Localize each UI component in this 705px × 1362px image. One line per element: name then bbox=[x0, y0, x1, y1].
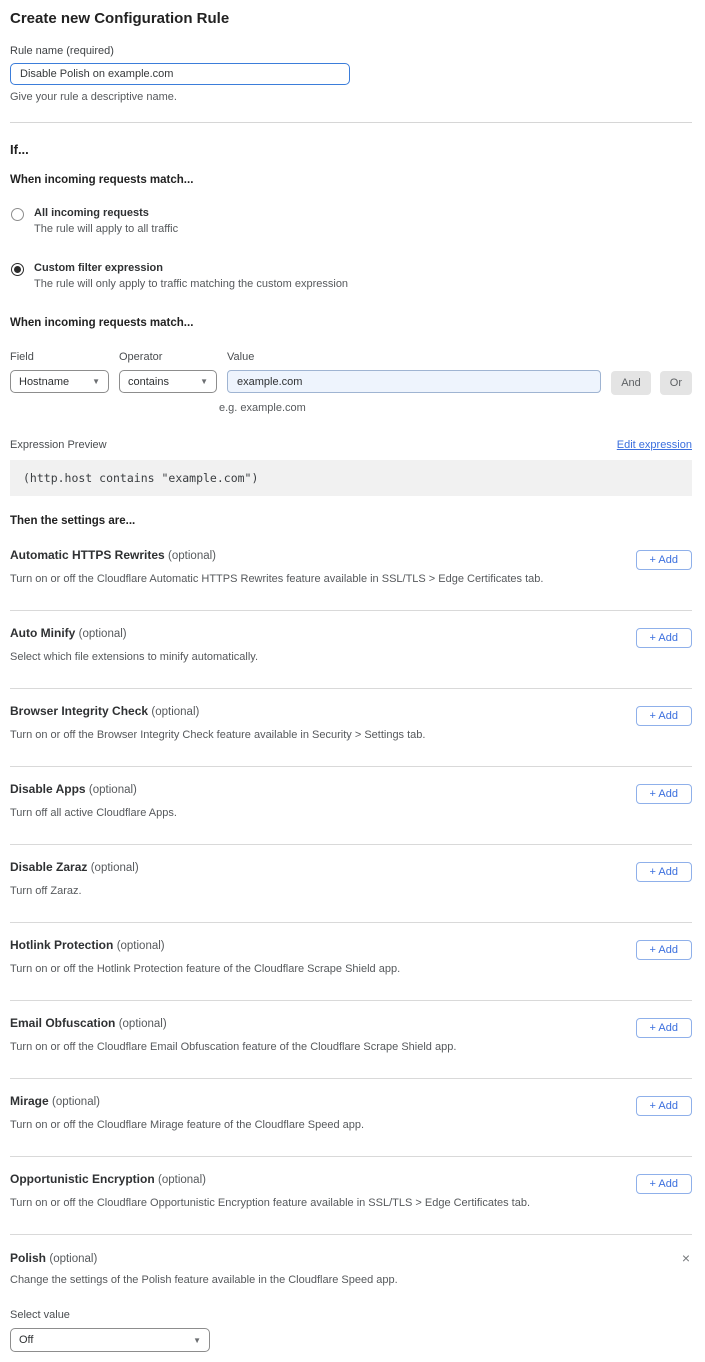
value-helper: e.g. example.com bbox=[219, 402, 306, 414]
section-divider bbox=[10, 122, 692, 123]
setting-polish-expanded bbox=[10, 1235, 692, 1352]
polish-value-select[interactable] bbox=[10, 1328, 210, 1352]
field-select[interactable] bbox=[10, 370, 109, 393]
setting-browser-integrity-check bbox=[10, 689, 692, 767]
setting-description: Turn on or off the Cloudflare Opportunistic Encryption feature available in SSL/TLS > Edge Certificates tab. bbox=[10, 1197, 531, 1209]
optional-label: (optional) bbox=[49, 1253, 98, 1265]
or-button[interactable]: Or bbox=[660, 371, 692, 395]
select-value-label: Select value bbox=[10, 1309, 70, 1321]
add-button[interactable]: + Add bbox=[636, 628, 692, 648]
optional-label: (optional) bbox=[90, 862, 139, 874]
optional-label: (optional) bbox=[158, 1174, 206, 1186]
radio-all-incoming-requests[interactable] bbox=[10, 207, 692, 235]
operator-select[interactable] bbox=[119, 370, 217, 393]
edit-expression-link[interactable]: Edit expression bbox=[616, 439, 692, 451]
radio-all-incoming-requests-description: The rule will apply to all traffic bbox=[34, 223, 179, 235]
then-settings-heading: Then the settings are... bbox=[10, 515, 136, 527]
optional-label: (optional) bbox=[151, 706, 200, 718]
value-input[interactable] bbox=[227, 370, 601, 393]
setting-description: Turn off Zaraz. bbox=[10, 885, 82, 897]
conjunction-buttons bbox=[611, 351, 692, 395]
add-button[interactable]: + Add bbox=[636, 550, 692, 570]
expression-preview-label: Expression Preview bbox=[10, 439, 107, 451]
add-button[interactable]: + Add bbox=[636, 1174, 692, 1194]
radio-all-incoming-requests-label: All incoming requests bbox=[34, 207, 149, 219]
operator-column bbox=[119, 351, 217, 393]
optional-label: (optional) bbox=[168, 550, 216, 562]
expression-preview-code: (http.host contains "example.com") bbox=[10, 460, 692, 496]
radio-custom-filter-expression-label: Custom filter expression bbox=[34, 262, 163, 274]
optional-label: (optional) bbox=[88, 784, 137, 796]
optional-label: (optional) bbox=[118, 1018, 167, 1030]
and-button[interactable]: And bbox=[611, 371, 651, 395]
setting-title: Hotlink Protection bbox=[10, 938, 114, 952]
setting-disable-zaraz bbox=[10, 845, 692, 923]
rule-name-input[interactable] bbox=[10, 63, 350, 85]
setting-title: Disable Zaraz bbox=[10, 860, 88, 874]
field-column bbox=[10, 351, 109, 393]
setting-title: Automatic HTTPS Rewrites bbox=[10, 548, 165, 562]
operator-label: Operator bbox=[119, 351, 163, 363]
setting-description: Turn on or off the Cloudflare Automatic HTTPS Rewrites feature available in SSL/TLS > Edge Certificates tab. bbox=[10, 573, 544, 585]
setting-title: Disable Apps bbox=[10, 782, 86, 796]
builder-match-label: When incoming requests match... bbox=[10, 317, 194, 329]
setting-title: Polish bbox=[10, 1251, 47, 1265]
setting-description: Turn off all active Cloudflare Apps. bbox=[10, 807, 177, 819]
chevron-down-icon: ▼ bbox=[92, 377, 100, 386]
add-button[interactable]: + Add bbox=[636, 706, 692, 726]
radio-custom-filter-expression-description: The rule will only apply to traffic matching the custom expression bbox=[34, 278, 349, 290]
polish-select-value: Off bbox=[19, 1334, 34, 1346]
radio-custom-filter-expression[interactable] bbox=[10, 262, 692, 290]
setting-description: Turn on or off the Cloudflare Email Obfuscation feature of the Cloudflare Scrape Shield app. bbox=[10, 1041, 457, 1053]
field-label: Field bbox=[10, 351, 34, 363]
close-icon[interactable]: × bbox=[681, 1250, 690, 1266]
setting-email-obfuscation bbox=[10, 1001, 692, 1079]
match-type-radio-group bbox=[10, 207, 692, 290]
value-label: Value bbox=[227, 351, 255, 363]
value-column bbox=[227, 351, 601, 393]
setting-automatic-https-rewrites bbox=[10, 533, 692, 611]
rule-name-helper: Give your rule a descriptive name. bbox=[10, 91, 177, 103]
setting-description: Turn on or off the Cloudflare Mirage feature of the Cloudflare Speed app. bbox=[10, 1119, 365, 1131]
radio-checked-icon[interactable] bbox=[11, 263, 24, 276]
optional-label: (optional) bbox=[116, 940, 165, 952]
setting-title: Mirage bbox=[10, 1094, 49, 1108]
add-button[interactable]: + Add bbox=[636, 940, 692, 960]
setting-title: Email Obfuscation bbox=[10, 1016, 116, 1030]
add-button[interactable]: + Add bbox=[636, 1018, 692, 1038]
chevron-down-icon: ▼ bbox=[193, 1335, 201, 1345]
rule-name-label: Rule name (required) bbox=[10, 45, 114, 57]
setting-mirage bbox=[10, 1079, 692, 1157]
rule-name-group bbox=[10, 45, 692, 103]
if-heading: If... bbox=[10, 142, 29, 157]
operator-select-value: contains bbox=[128, 375, 169, 388]
setting-description: Turn on or off the Browser Integrity Check feature available in Security > Settings tab. bbox=[10, 729, 426, 741]
field-select-value: Hostname bbox=[19, 375, 70, 388]
add-button[interactable]: + Add bbox=[636, 784, 692, 804]
expression-builder-row bbox=[10, 351, 692, 395]
chevron-down-icon: ▼ bbox=[200, 377, 208, 386]
add-button[interactable]: + Add bbox=[636, 862, 692, 882]
setting-hotlink-protection bbox=[10, 923, 692, 1001]
incoming-requests-match-label: When incoming requests match... bbox=[10, 174, 194, 186]
expression-preview-row bbox=[10, 439, 692, 451]
add-button[interactable]: + Add bbox=[636, 1096, 692, 1116]
optional-label: (optional) bbox=[78, 628, 127, 640]
setting-description: Turn on or off the Hotlink Protection feature of the Cloudflare Scrape Shield app. bbox=[10, 963, 401, 975]
setting-title: Auto Minify bbox=[10, 626, 76, 640]
setting-opportunistic-encryption bbox=[10, 1157, 692, 1235]
polish-description: Change the settings of the Polish feature available in the Cloudflare Speed app. bbox=[10, 1274, 398, 1286]
optional-label: (optional) bbox=[52, 1096, 100, 1108]
setting-title: Opportunistic Encryption bbox=[10, 1172, 155, 1186]
setting-description: Select which file extensions to minify automatically. bbox=[10, 651, 259, 663]
settings-list bbox=[10, 533, 692, 1235]
setting-title: Browser Integrity Check bbox=[10, 704, 149, 718]
setting-disable-apps bbox=[10, 767, 692, 845]
page-title: Create new Configuration Rule bbox=[10, 10, 230, 27]
radio-unchecked-icon[interactable] bbox=[11, 208, 24, 221]
setting-auto-minify bbox=[10, 611, 692, 689]
